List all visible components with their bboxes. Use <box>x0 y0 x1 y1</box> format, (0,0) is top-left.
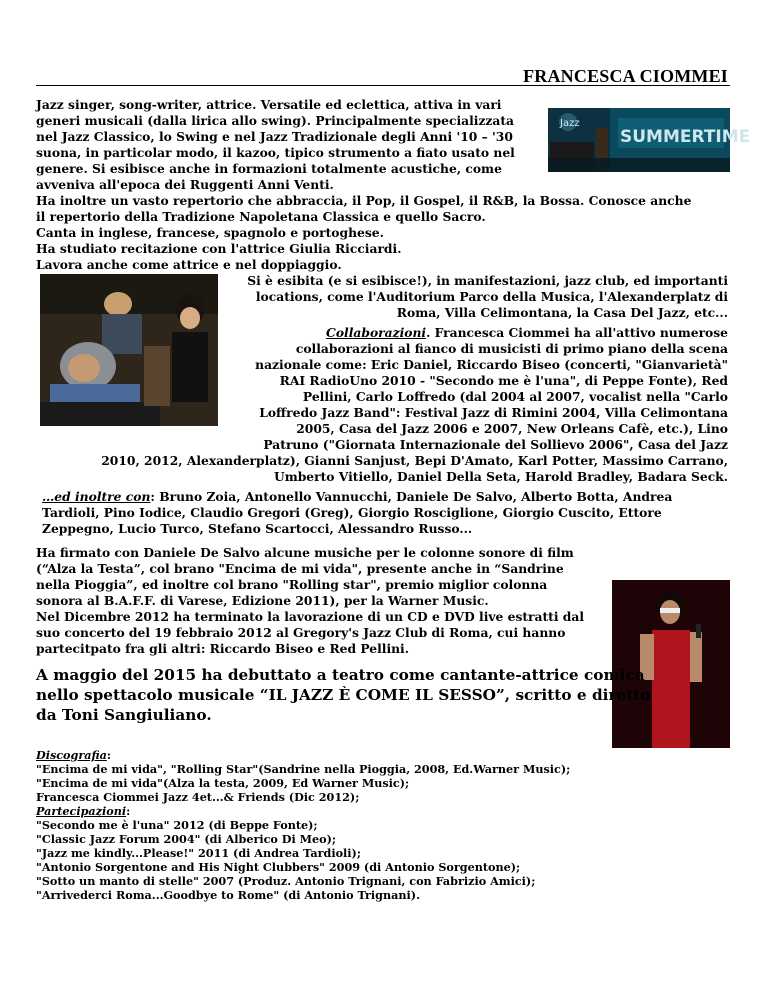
collab-line: nazionale come: Eric Daniel, Riccardo Biseo (concerti, "Gianvarietà" <box>255 357 728 372</box>
soundtrack-line: sonora al B.A.F.F. di Varese, Edizione 2011), per la Warner Music. <box>36 593 489 608</box>
discography-item: "Encima de mi vida"(Alza la testa, 2009, Ed Warner Music); <box>36 776 410 790</box>
discography-heading: Discografia: <box>36 748 112 762</box>
soundtrack-line: suo concerto del 19 febbraio 2012 al Gregory's Jazz Club di Roma, cui hanno <box>36 625 566 640</box>
title-rule <box>36 85 730 86</box>
page-title: FRANCESCA CIOMMEI <box>523 66 728 86</box>
intro-line: il repertorio della Tradizione Napoletana Classica e quello Sacro. <box>36 209 486 224</box>
others-lead: …ed inoltre con <box>42 489 151 504</box>
collab-line: RAI RadioUno 2010 - "Secondo me è l'una", di Peppe Fonte), Red <box>279 373 728 388</box>
participation-item: "Jazz me kindly...Please!" 2011 (di Andrea Tardioli); <box>36 846 361 860</box>
soundtrack-line: (“Alza la Testa”, col brano "Encima de mi vida", presente anche in “Sandrine <box>36 561 564 576</box>
stage-sign-text: Jazz <box>560 118 580 129</box>
venues-line: Roma, Villa Celimontana, la Casa Del Jazz, etc... <box>396 305 728 320</box>
intro-line: genere. Si esibisce anche in formazioni totalmente acustiche, come <box>36 161 502 176</box>
collab-line: Patruno ("Giornata Internazionale del Sollievo 2006", Casa del Jazz <box>263 437 728 452</box>
intro-line: suona, in particolar modo, il kazoo, tipico strumento a fiato usato nel <box>36 145 515 160</box>
collab-line: collaborazioni al fianco di musicisti di primo piano della scena <box>295 341 728 356</box>
soundtrack-line: nella Pioggia”, ed inoltre col brano "Rolling star", premio miglior colonna <box>36 577 548 592</box>
participations-heading: Partecipazioni: <box>36 804 131 818</box>
photo-summertime-stage <box>548 108 751 172</box>
soundtrack-line: partecitpato fra gli altri: Riccardo Biseo e Red Pellini. <box>36 641 410 656</box>
stage-banner-text: SUMMERTIME <box>620 127 751 147</box>
photo-band-performance <box>40 274 218 426</box>
intro-line: Ha studiato recitazione con l'attrice Giulia Ricciardi. <box>36 241 402 256</box>
venues-line: Si è esibita (e si esibisce!), in manifestazioni, jazz club, ed importanti <box>247 273 728 288</box>
participation-item: "Sotto un manto di stelle" 2007 (Produz. Antonio Trignani, con Fabrizio Amici); <box>36 874 536 888</box>
venues-line: locations, come l'Auditorium Parco della Musica, l'Alexanderplatz di <box>255 289 728 304</box>
intro-line: nel Jazz Classico, lo Swing e nel Jazz Tradizionale degli Anni '10 – '30 <box>36 129 513 144</box>
discography-item: "Encima de mi vida", "Rolling Star"(Sandrine nella Pioggia, 2008, Ed.Warner Music); <box>36 762 571 776</box>
collab-line: 2005, Casa del Jazz 2006 e 2007, New Orleans Cafè, etc.), Lino <box>296 421 728 436</box>
photo-singer-red-dress <box>612 580 730 748</box>
theatre-line: nello spettacolo musicale “IL JAZZ È COME IL SESSO”, scritto e diretto <box>36 686 651 704</box>
theatre-line: A maggio del 2015 ha debuttato a teatro come cantante-attrice comica <box>36 666 645 684</box>
intro-line: generi musicali (dalla lirica allo swing). Principalmente specializzata <box>36 113 515 128</box>
participation-item: "Arrivederci Roma...Goodbye to Rome" (di Antonio Trignani). <box>36 888 420 902</box>
participation-item: "Classic Jazz Forum 2004" (di Alberico Di Meo); <box>36 832 337 846</box>
collab-line: Loffredo Jazz Band": Festival Jazz di Rimini 2004, Villa Celimontana <box>259 405 728 420</box>
collab-line: 2010, 2012, Alexanderplatz), Gianni Sanjust, Bepi D'Amato, Karl Potter, Massimo Carrano, <box>101 453 728 468</box>
discography-item: Francesca Ciommei Jazz 4et...& Friends (Dic 2012); <box>36 790 360 804</box>
soundtrack-line: Nel Dicembre 2012 ha terminato la lavorazione di un CD e DVD live estratti dal <box>36 609 585 624</box>
collab-heading: Collaborazioni <box>326 325 427 340</box>
intro-line: Jazz singer, song-writer, attrice. Versatile ed eclettica, attiva in vari <box>36 97 502 112</box>
intro-line: avveniva all'epoca dei Ruggenti Anni Venti. <box>36 177 334 192</box>
theatre-line: da Toni Sangiuliano. <box>36 706 212 724</box>
soundtrack-line: Ha firmato con Daniele De Salvo alcune musiche per le colonne sonore di film <box>36 545 574 560</box>
others-line: Zeppegno, Lucio Turco, Stefano Scartocci, Alessandro Russo... <box>42 521 473 536</box>
collab-line: Pellini, Carlo Loffredo (dal 2004 al 2007, vocalist nella "Carlo <box>302 389 728 404</box>
participation-item: "Antonio Sorgentone and His Night Clubbers" 2009 (di Antonio Sorgentone); <box>36 860 521 874</box>
others-line: …ed inoltre con: Bruno Zoia, Antonello Vannucchi, Daniele De Salvo, Alberto Botta, Andrea <box>42 489 673 504</box>
collab-line: Umberto Vitiello, Daniel Della Seta, Harold Bradley, Badara Seck. <box>273 469 728 484</box>
collab-line: Collaborazioni. Francesca Ciommei ha all'attivo numerose <box>326 325 728 340</box>
intro-line: Canta in inglese, francese, spagnolo e portoghese. <box>36 225 384 240</box>
participation-item: "Secondo me è l'una" 2012 (di Beppe Fonte); <box>36 818 318 832</box>
intro-line: Lavora anche come attrice e nel doppiaggio. <box>36 257 342 272</box>
intro-line: Ha inoltre un vasto repertorio che abbraccia, il Pop, il Gospel, il R&B, la Bossa. Conosce anche <box>36 193 692 208</box>
others-line: Tardioli, Pino Iodice, Claudio Gregori (Greg), Giorgio Rosciglione, Giorgio Cuscito, Ettore <box>42 505 662 520</box>
